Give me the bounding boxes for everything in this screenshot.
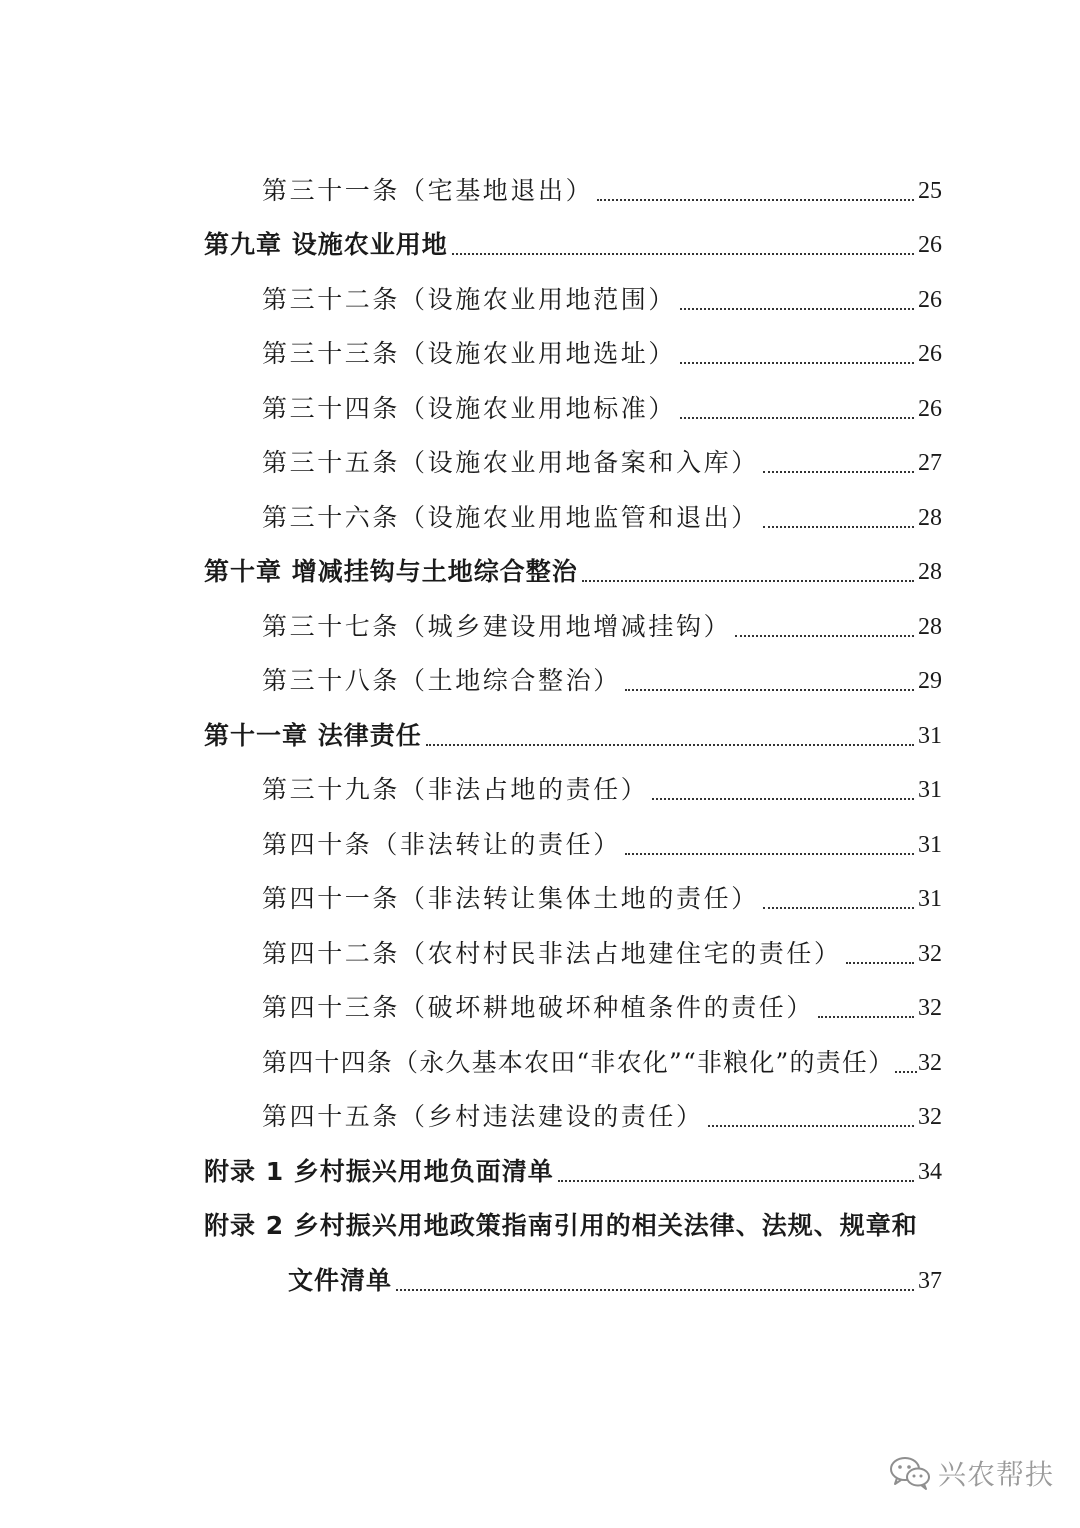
toc-page-number: 31 bbox=[918, 832, 942, 858]
watermark bbox=[888, 1448, 1054, 1498]
toc-page-number: 32 bbox=[918, 995, 942, 1021]
toc-entry[interactable] bbox=[0, 767, 1080, 807]
toc-entry[interactable] bbox=[0, 658, 1080, 698]
toc-page-number: 34 bbox=[918, 1159, 942, 1185]
toc-entry-title: 第三十四条（设施农业用地标准） bbox=[262, 394, 677, 423]
toc-entry[interactable] bbox=[0, 386, 1080, 426]
toc-page-number: 31 bbox=[918, 777, 942, 803]
toc-page-number: 32 bbox=[918, 941, 942, 967]
toc-page-number: 26 bbox=[918, 341, 942, 367]
dot-leader bbox=[558, 1180, 914, 1182]
dot-leader bbox=[452, 253, 914, 255]
toc-entry-title: 第四十三条（破坏耕地破坏种植条件的责任） bbox=[262, 993, 815, 1022]
toc-page-number: 28 bbox=[918, 505, 942, 531]
toc-page-number: 29 bbox=[918, 668, 942, 694]
toc-entry-title: 第三十三条（设施农业用地选址） bbox=[262, 339, 677, 368]
toc-chapter[interactable] bbox=[0, 713, 1080, 753]
toc-entry-title: 第三十九条（非法占地的责任） bbox=[262, 775, 649, 804]
toc-entry[interactable] bbox=[0, 822, 1080, 862]
toc-entry[interactable] bbox=[0, 495, 1080, 535]
toc-page-number: 32 bbox=[918, 1104, 942, 1130]
dot-leader bbox=[846, 962, 914, 964]
toc-entry-title: 第三十八条（土地综合整治） bbox=[262, 666, 621, 695]
toc-page-number: 27 bbox=[918, 450, 942, 476]
dot-leader bbox=[396, 1289, 914, 1291]
toc-entry[interactable] bbox=[0, 604, 1080, 644]
toc-chapter-title: 第九章 设施农业用地 bbox=[204, 230, 448, 259]
dot-leader bbox=[426, 744, 914, 746]
toc-page-number: 31 bbox=[918, 886, 942, 912]
toc-entry-title: 第三十七条（城乡建设用地增减挂钩） bbox=[262, 612, 732, 641]
toc-chapter[interactable] bbox=[0, 222, 1080, 262]
toc-appendix-title-continued: 文件清单 bbox=[288, 1266, 393, 1295]
toc-entry-title: 第四十二条（农村村民非法占地建住宅的责任） bbox=[262, 939, 842, 968]
dot-leader bbox=[625, 853, 914, 855]
toc-page-number: 26 bbox=[918, 232, 942, 258]
dot-leader bbox=[597, 199, 914, 201]
dot-leader bbox=[895, 1071, 917, 1073]
dot-leader bbox=[680, 308, 914, 310]
toc-entry-title: 第三十一条（宅基地退出） bbox=[262, 176, 594, 205]
toc-entry-title: 第四十条（非法转让的责任） bbox=[262, 830, 621, 859]
dot-leader bbox=[680, 362, 914, 364]
dot-leader bbox=[818, 1016, 914, 1018]
toc-entry[interactable] bbox=[0, 331, 1080, 371]
dot-leader bbox=[763, 526, 914, 528]
toc-entry[interactable] bbox=[0, 876, 1080, 916]
toc-entry[interactable] bbox=[0, 1094, 1080, 1134]
toc-chapter[interactable] bbox=[0, 549, 1080, 589]
toc-page-number: 31 bbox=[918, 723, 942, 749]
toc-page-number: 26 bbox=[918, 396, 942, 422]
toc-page-number: 28 bbox=[918, 614, 942, 640]
toc-appendix[interactable] bbox=[0, 1149, 1080, 1189]
toc-entry[interactable] bbox=[0, 277, 1080, 317]
wechat-icon bbox=[888, 1455, 932, 1491]
toc-page-number: 28 bbox=[918, 559, 942, 585]
toc-chapter-title: 第十章 增减挂钩与土地综合整治 bbox=[204, 557, 578, 586]
dot-leader bbox=[680, 417, 914, 419]
toc-page-number: 37 bbox=[918, 1268, 942, 1294]
toc-entry[interactable] bbox=[0, 985, 1080, 1025]
watermark-text: 兴农帮扶 bbox=[938, 1458, 1055, 1491]
toc-appendix-title: 附录 1 乡村振兴用地负面清单 bbox=[204, 1157, 554, 1186]
dot-leader bbox=[582, 580, 914, 582]
toc-entry-title: 第三十五条（设施农业用地备案和入库） bbox=[262, 448, 759, 477]
toc-entry[interactable] bbox=[0, 931, 1080, 971]
toc-entry-title: 第四十五条（乡村违法建设的责任） bbox=[262, 1102, 704, 1131]
dot-leader bbox=[763, 907, 914, 909]
toc-entry-title: 第四十四条（永久基本农田“非农化”“非粮化”的责任） bbox=[262, 1048, 895, 1077]
toc-entry-title: 第三十六条（设施农业用地监管和退出） bbox=[262, 503, 759, 532]
toc-entry[interactable] bbox=[0, 440, 1080, 480]
toc-page-number: 26 bbox=[918, 287, 942, 313]
dot-leader bbox=[625, 689, 914, 691]
toc-page-number: 32 bbox=[918, 1050, 942, 1076]
dot-leader bbox=[735, 635, 914, 637]
toc-chapter-title: 第十一章 法律责任 bbox=[204, 721, 422, 750]
toc-entry[interactable] bbox=[0, 168, 1080, 208]
toc-page-number: 25 bbox=[918, 178, 942, 204]
toc-appendix-title: 附录 2 乡村振兴用地政策指南引用的相关法律、法规、规章和 bbox=[204, 1211, 918, 1240]
toc-entry-title: 第四十一条（非法转让集体土地的责任） bbox=[262, 884, 759, 913]
dot-leader bbox=[652, 798, 914, 800]
toc-entry[interactable] bbox=[0, 1040, 1080, 1080]
toc-appendix[interactable] bbox=[0, 1203, 1080, 1243]
dot-leader bbox=[763, 471, 914, 473]
toc-appendix-continued[interactable] bbox=[0, 1258, 1080, 1298]
dot-leader bbox=[708, 1125, 914, 1127]
toc-entry-title: 第三十二条（设施农业用地范围） bbox=[262, 285, 677, 314]
